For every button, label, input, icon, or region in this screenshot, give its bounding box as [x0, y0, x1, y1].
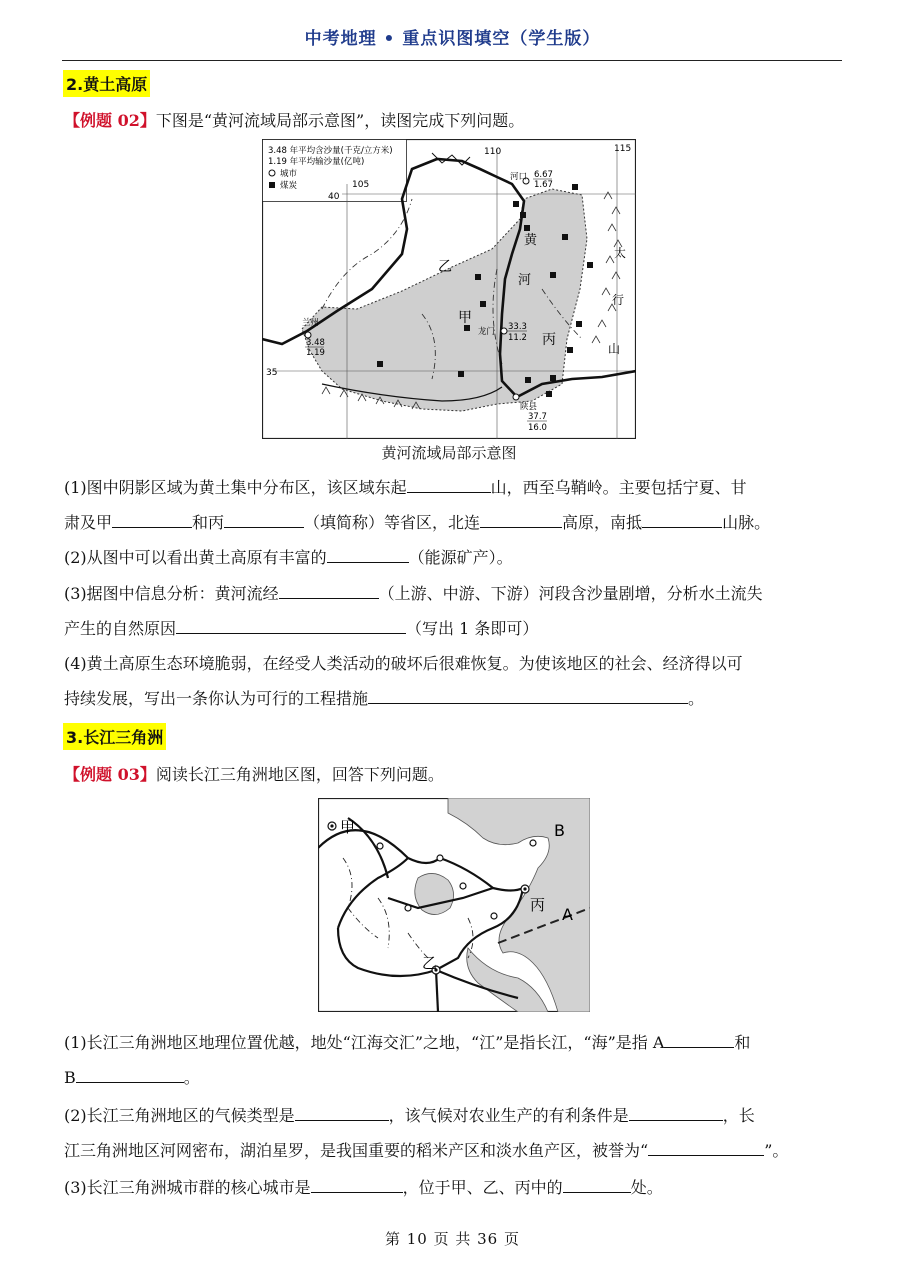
map1-caption: 黄河流域局部示意图 — [381, 444, 517, 462]
example-03-line — [64, 762, 444, 785]
q2-4-text-c: 。 — [688, 689, 705, 708]
yellow-river-map — [262, 139, 636, 439]
page-header-title: 中考地理 • 重点识图填空（学生版） — [304, 29, 601, 49]
q2-2-blank-energy[interactable] — [327, 544, 409, 563]
lat-35-label: 35 — [266, 368, 278, 378]
q3-1-text-c: B — [64, 1068, 76, 1087]
question-3-1 — [64, 1025, 844, 1095]
q2-1-text-d: 和丙 — [192, 513, 225, 532]
q3-3-text-c: 处。 — [630, 1178, 663, 1197]
q2-4-text-a: (4)黄土高原生态环境脆弱，在经受人类活动的破坏后很难恢复。为使该地区的社会、经济得以可 — [64, 654, 743, 673]
q2-3-blank-reach[interactable] — [279, 580, 379, 599]
q3-1-blank-B[interactable] — [76, 1064, 184, 1083]
lat-40-label: 40 — [328, 192, 340, 202]
province-jia-label: 甲 — [458, 310, 472, 326]
q2-3-blank-cause[interactable] — [176, 615, 406, 634]
river-char-he: 河 — [518, 273, 532, 288]
q2-3-text-a: (3)据图中信息分析：黄河流经 — [64, 584, 279, 603]
q3-1-text-a: (1)长江三角洲地区地理位置优越，地处“江海交汇”之地，“江”是指长江，“海”是指 A — [64, 1033, 665, 1052]
label-A: A — [562, 905, 573, 924]
river-char-huang: 黄 — [524, 233, 538, 248]
q2-1-blank-east-mountain[interactable] — [407, 474, 491, 493]
q3-2-text-e: ”。 — [764, 1141, 789, 1160]
shanxian-sediment-concentration: 37.7 — [528, 412, 547, 422]
q3-1-blank-A[interactable] — [664, 1029, 734, 1048]
lon-105-label: 105 — [352, 180, 370, 190]
q2-4-blank-measure[interactable] — [368, 685, 688, 704]
q3-3-text-b: ，位于甲、乙、丙中的 — [402, 1178, 563, 1197]
city-yi-label: 乙 — [422, 954, 438, 972]
q3-2-text-d: 江三角洲地区河网密布，湖泊星罗，是我国重要的稻米产区和淡水鱼产区，被誉为“ — [64, 1141, 649, 1160]
longmen-sediment-concentration: 33.3 — [508, 322, 527, 332]
mountain-char-hang: 行 — [612, 293, 625, 307]
lon-110-label: 110 — [484, 147, 502, 157]
mountain-char-shan: 山 — [608, 342, 621, 356]
legend-sediment-load: 1.19 年平均输沙量(亿吨) — [268, 157, 365, 167]
example-03-tag: 【例题 03】 — [64, 765, 156, 784]
hekou-sediment-concentration: 6.67 — [534, 170, 553, 180]
province-yi-label: 乙 — [438, 259, 452, 275]
city-lanzhou-label: 兰州 — [302, 318, 320, 328]
page-footer: 第 10 页 共 36 页 — [384, 1230, 520, 1248]
q2-1-blank-bing[interactable] — [224, 509, 304, 528]
question-3-2 — [64, 1098, 844, 1168]
longmen-sediment-load: 11.2 — [508, 333, 527, 343]
city-hekou-label: 河口 — [510, 172, 528, 182]
q2-1-blank-south-mountain[interactable] — [642, 509, 722, 528]
lanzhou-sediment-concentration: 3.48 — [306, 338, 325, 348]
label-B: B — [554, 821, 565, 840]
question-2-4 — [64, 646, 844, 716]
shanxian-sediment-load: 16.0 — [528, 423, 547, 433]
example-03-text: 阅读长江三角洲地区图，回答下列问题。 — [155, 765, 444, 784]
q2-2-text-b: （能源矿产）。 — [408, 548, 513, 567]
q3-3-text-a: (3)长江三角洲城市群的核心城市是 — [64, 1178, 311, 1197]
q2-1-text-g: 山脉。 — [722, 513, 771, 532]
q3-1-text-d: 。 — [183, 1068, 200, 1087]
q3-2-blank-advantage[interactable] — [629, 1102, 723, 1121]
q3-2-text-c: ，长 — [722, 1106, 755, 1125]
q2-4-text-b: 持续发展，写出一条你认为可行的工程措施 — [64, 689, 369, 708]
legend-coal: 煤炭 — [280, 181, 298, 191]
question-2-1 — [64, 470, 844, 540]
q2-1-text-a: (1)图中阴影区域为黄土集中分布区，该区域东起 — [64, 478, 407, 497]
q3-3-blank-core-city[interactable] — [311, 1174, 403, 1193]
q2-1-blank-jia[interactable] — [112, 509, 192, 528]
city-longmen-label: 龙门 — [478, 327, 496, 337]
q3-2-blank-climate[interactable] — [295, 1102, 389, 1121]
mountain-char-tai: 太 — [614, 246, 627, 260]
q3-3-blank-location[interactable] — [563, 1174, 631, 1193]
q3-1-text-b: 和 — [734, 1033, 751, 1052]
legend-sediment-concentration: 3.48 年平均含沙量(千克/立方米) — [268, 146, 393, 156]
q3-2-text-b: ，该气候对农业生产的有利条件是 — [388, 1106, 629, 1125]
province-bing-label: 丙 — [542, 332, 556, 348]
legend-city: 城市 — [280, 169, 298, 179]
lon-115-label: 115 — [614, 144, 632, 154]
yangtze-delta-map — [318, 798, 590, 1012]
city-bing-label: 丙 — [530, 896, 546, 914]
lanzhou-sediment-load: 1.19 — [306, 348, 325, 358]
q3-2-blank-nickname[interactable] — [648, 1137, 764, 1156]
hekou-sediment-load: 1.67 — [534, 180, 553, 190]
city-shanxian-label: 陕县 — [520, 402, 538, 412]
header-divider — [62, 60, 842, 61]
question-2-3 — [64, 576, 844, 646]
question-2-2 — [64, 540, 844, 575]
section-heading-yangtze-delta: 3.长江三角洲 — [63, 723, 166, 750]
section-heading-loess: 2.黄土高原 — [63, 70, 150, 97]
q2-3-text-c: 产生的自然原因 — [64, 619, 177, 638]
city-jia-label: 甲 — [340, 818, 356, 836]
question-3-3 — [64, 1170, 844, 1205]
q2-1-text-f: 高原，南抵 — [562, 513, 643, 532]
q2-3-text-d: （写出 1 条即可） — [406, 619, 539, 638]
q3-2-text-a: (2)长江三角洲地区的气候类型是 — [64, 1106, 295, 1125]
example-02-line — [64, 108, 524, 131]
q2-1-text-b: 山，西至乌鞘岭。主要包括宁夏、甘 — [490, 478, 747, 497]
example-02-tag: 【例题 02】 — [64, 111, 156, 130]
q2-1-blank-north-plateau[interactable] — [480, 509, 562, 528]
example-02-text: 下图是“黄河流域局部示意图”，读图完成下列问题。 — [155, 111, 525, 130]
q2-3-text-b: （上游、中游、下游）河段含沙量剧增，分析水土流失 — [378, 584, 763, 603]
q2-2-text-a: (2)从图中可以看出黄土高原有丰富的 — [64, 548, 327, 567]
q2-1-text-e: （填简称）等省区，北连 — [304, 513, 481, 532]
q2-1-text-c: 肃及甲 — [64, 513, 113, 532]
